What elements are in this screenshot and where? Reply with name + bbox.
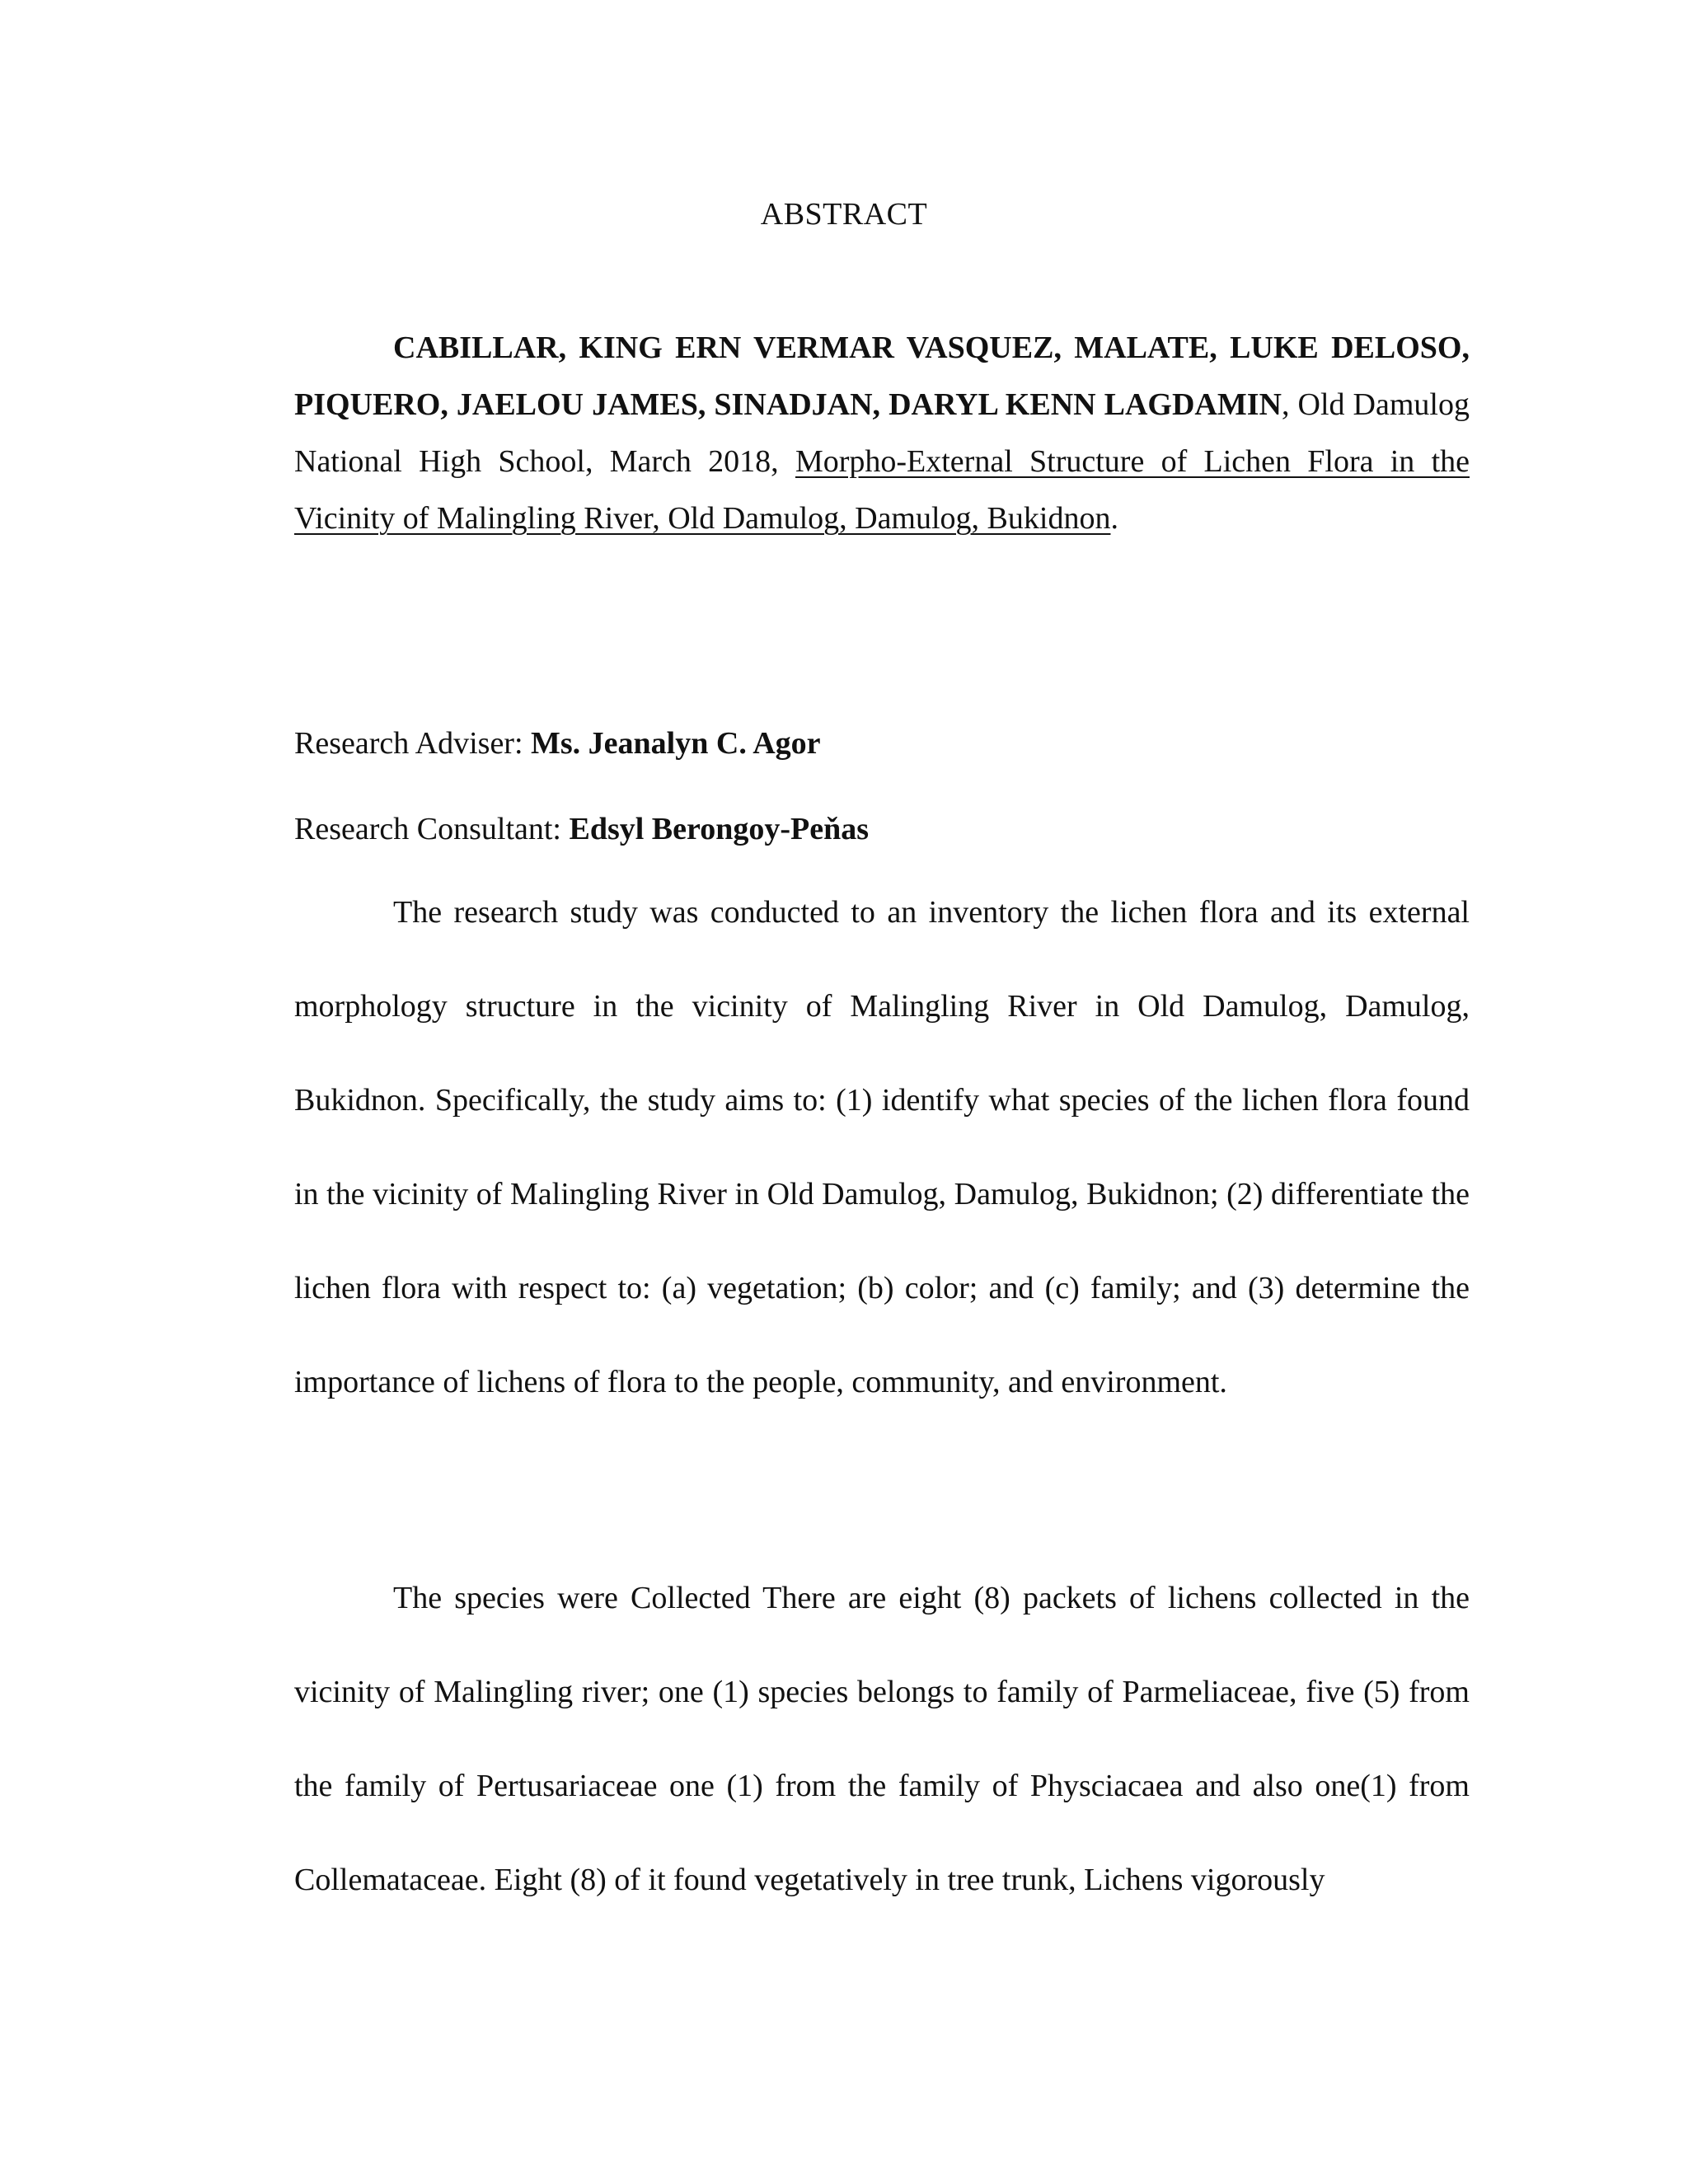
abstract-paragraph-1: The research study was conducted to an inventory the lichen flora and its external morphology structure in the vicinity of Malingling River in Old Damulog, Damulog, Bukidnon. Specifically, the study aims to: (1) identify what species of the lichen flora found in the vicinity of Malingling River in Old Damulog, Damulog, Bukidnon; (2) differentiate the lichen flora with respect to: (a) vegetation; (b) color; and (c) family; and (3) determine the importance of lichens of flora to the people, community, and environment. <box>294 895 1470 1399</box>
adviser-label: Research Adviser: <box>294 726 532 761</box>
research-consultant <box>294 811 869 847</box>
research-adviser <box>294 725 821 762</box>
abstract-paragraph-2: The species were Collected There are eight (8) packets of lichens collected in the vicinity of Malingling river; one (1) species belongs to family of Parmeliaceae, five (5) from the family of Pertusariaceae one (1) from the family of Physciacaea and also one(1) from Collemataceae. Eight (8) of it found vegetatively in tree trunk, Lichens vigorously <box>294 1581 1470 1897</box>
study-title: Morpho-External Structure of Lichen Flora in the Vicinity of Malingling River, Old Damulog, Damulog, Bukidnon <box>294 444 1470 536</box>
citation-block <box>294 320 1470 547</box>
author-names: CABILLAR, KING ERN VERMAR VASQUEZ, MALATE, LUKE DELOSO, PIQUERO, JAELOU JAMES, SINADJAN, DARYL KENN LAGDAMIN <box>294 330 1470 422</box>
consultant-label: Research Consultant: <box>294 812 570 846</box>
adviser-name: Ms. Jeanalyn C. Agor <box>531 726 821 761</box>
page-title: ABSTRACT <box>760 197 928 232</box>
citation-end: . <box>1110 501 1118 536</box>
institution-date: , Old Damulog National High School, March 2018, <box>294 387 1470 479</box>
consultant-name: Edsyl Berongoy-Peňas <box>569 812 869 846</box>
